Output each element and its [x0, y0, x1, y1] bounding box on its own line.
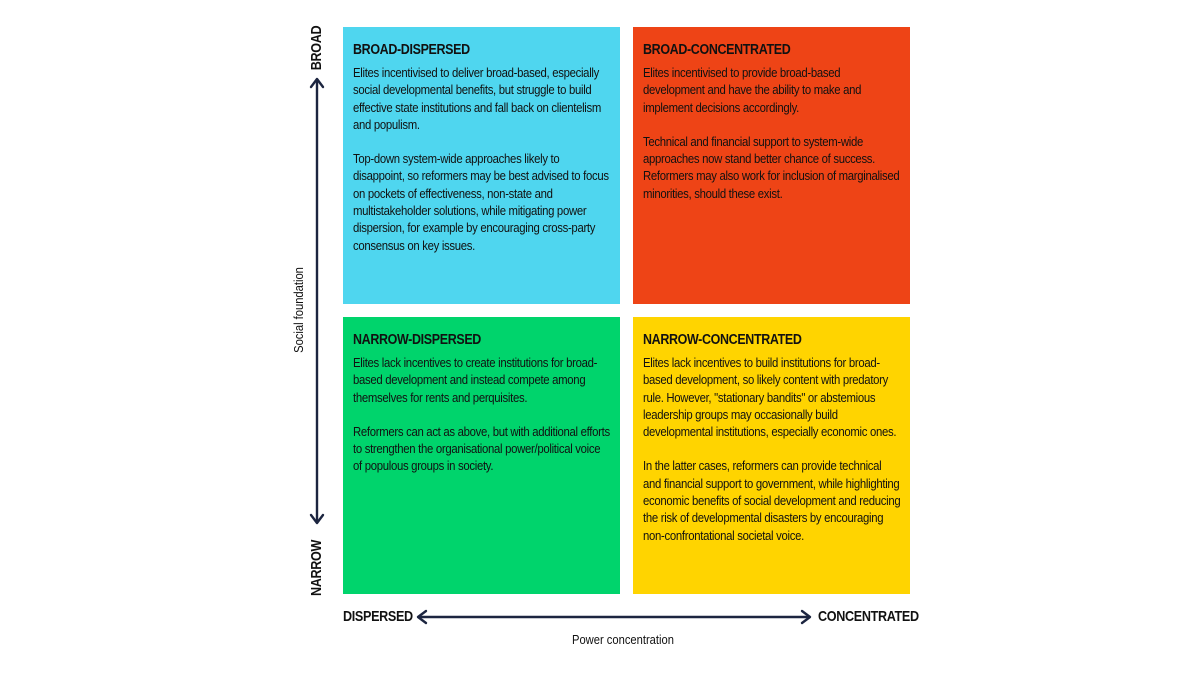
quadrant-paragraph: Top-down system-wide approaches likely to disappoint, so reformers may be best advised to focus on pockets of effectiveness, non-state and multistakeholder solutions, while mitigating power dispersion, for example by encouraging cross-party consensus on key issues. [353, 151, 609, 253]
quadrant-title: NARROW-DISPERSED [353, 332, 481, 348]
quadrant-paragraph: Technical and financial support to system-wide approaches now stand better chance of success. Reformers may also work for inclusion of marginalised minorities, should these exist. [643, 133, 900, 201]
y-axis-title: Social foundation [291, 267, 306, 353]
quadrant-broad-concentrated [633, 27, 910, 304]
quadrant-paragraph: Elites lack incentives to build institutions for broad-based development, so likely content with predatory rule. However, "stationary bandits" or abstemious leadership groups may occasionally build developmental institutions, especially economic ones. [643, 355, 897, 440]
quadrant-paragraph: Elites lack incentives to create institutions for broad-based development and instead compete among themselves for rents and perquisites. [353, 355, 598, 405]
vertical-axis-arrow [311, 79, 323, 523]
x-axis-title: Power concentration [572, 632, 674, 647]
quadrant-title: BROAD-DISPERSED [353, 42, 470, 58]
y-axis-low-label: NARROW [308, 539, 325, 597]
quadrant-paragraph: Elites incentivised to provide broad-based development and have the ability to make and implement decisions accordingly. [643, 65, 862, 115]
quadrant-paragraph: Elites incentivised to deliver broad-based, especially social developmental benefits, but struggle to build effective state institutions and fall back on clientelism and populism. [353, 65, 602, 132]
x-axis-low-label: DISPERSED [343, 608, 413, 625]
horizontal-axis-arrow [418, 611, 810, 623]
quadrant-title: BROAD-CONCENTRATED [643, 42, 791, 58]
quadrant-broad-dispersed [343, 27, 620, 304]
x-axis-high-label: CONCENTRATED [818, 608, 919, 625]
quadrant-paragraph: In the latter cases, reformers can provide technical and financial support to government, while highlighting economic benefits of social development and reducing the risk of developmental disasters by encouraging non-confrontational societal voice. [643, 458, 901, 543]
quadrant-narrow-dispersed [343, 317, 620, 594]
quadrant-narrow-concentrated [633, 317, 910, 594]
quadrant-title: NARROW-CONCENTRATED [643, 332, 802, 348]
y-axis-high-label: BROAD [308, 25, 325, 71]
quadrant-paragraph: Reformers can act as above, but with additional efforts to strengthen the organisational power/political voice of populous groups in society. [353, 423, 610, 474]
